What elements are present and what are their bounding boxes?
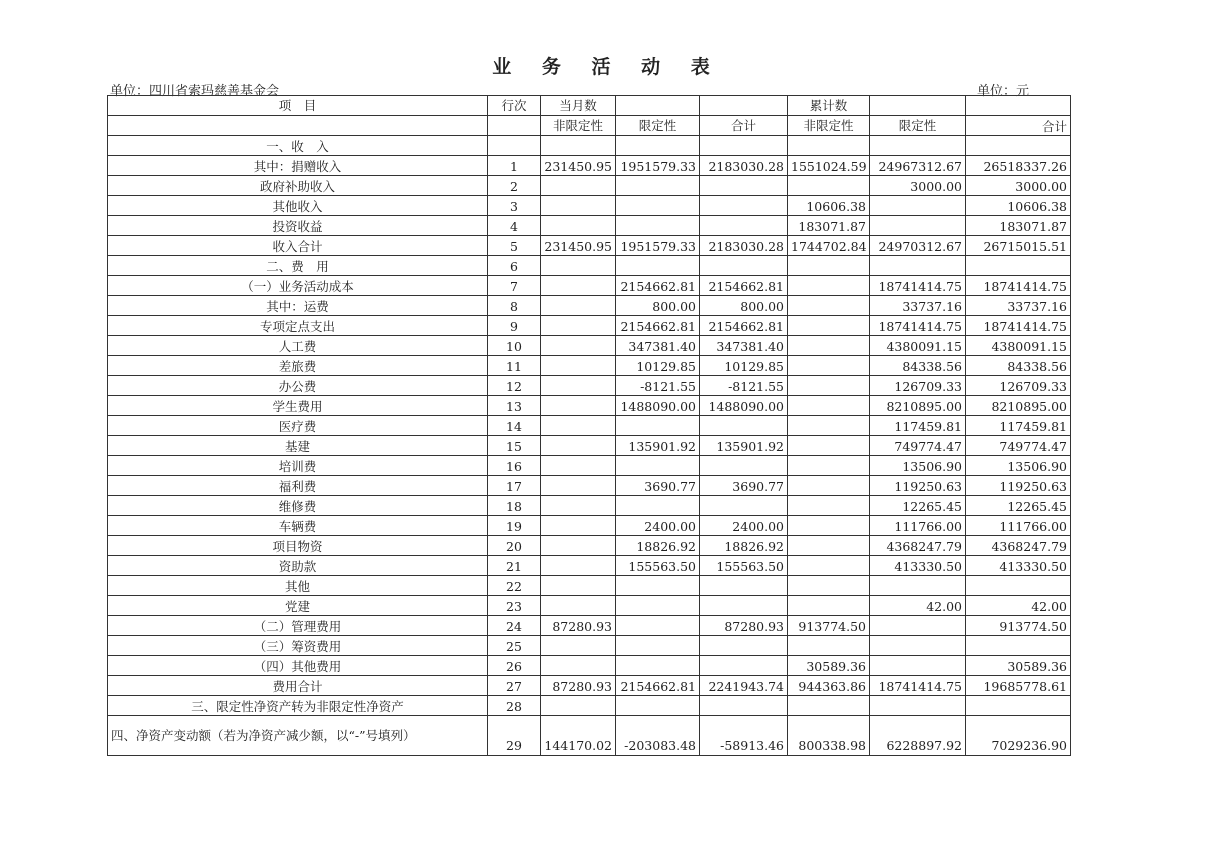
row-value-cell — [616, 416, 700, 436]
row-line-number: 11 — [488, 356, 541, 376]
row-value-cell — [966, 636, 1071, 656]
row-value-cell: 2183030.28 — [700, 236, 788, 256]
row-line-number: 1 — [488, 156, 541, 176]
row-value-cell — [788, 136, 870, 156]
row-value-cell: 944363.86 — [788, 676, 870, 696]
row-value-cell — [616, 456, 700, 476]
row-item-label: 项目物资 — [108, 536, 488, 556]
table-row — [108, 136, 1071, 156]
row-value-cell: 2154662.81 — [700, 316, 788, 336]
row-value-cell — [700, 256, 788, 276]
header-line: 行次 — [488, 96, 541, 116]
row-line-number: 27 — [488, 676, 541, 696]
table-row — [108, 436, 1071, 456]
row-value-cell: 33737.16 — [870, 296, 966, 316]
row-value-cell: 42.00 — [966, 596, 1071, 616]
row-item-label: 基建 — [108, 436, 488, 456]
header-row-2 — [108, 116, 1071, 136]
row-value-cell: 155563.50 — [700, 556, 788, 576]
row-value-cell — [616, 136, 700, 156]
row-item-label: （一）业务活动成本 — [108, 276, 488, 296]
row-value-cell: -58913.46 — [700, 716, 788, 756]
row-item-label: 党建 — [108, 596, 488, 616]
row-line-number: 10 — [488, 336, 541, 356]
row-item-label: 专项定点支出 — [108, 316, 488, 336]
row-line-number: 29 — [488, 716, 541, 756]
row-value-cell: 26715015.51 — [966, 236, 1071, 256]
row-value-cell: 12265.45 — [966, 496, 1071, 516]
row-item-label: 医疗费 — [108, 416, 488, 436]
row-value-cell: 1744702.84 — [788, 236, 870, 256]
row-line-number — [488, 136, 541, 156]
row-value-cell: 119250.63 — [966, 476, 1071, 496]
row-value-cell: 19685778.61 — [966, 676, 1071, 696]
row-value-cell — [541, 596, 616, 616]
table-row — [108, 536, 1071, 556]
currency-unit-label: 单位：元 — [977, 84, 1030, 99]
row-line-number: 5 — [488, 236, 541, 256]
row-value-cell: 1551024.59 — [788, 156, 870, 176]
row-value-cell — [700, 216, 788, 236]
row-item-label: 四、净资产变动额（若为净资产减少额，以“-”号填列） — [108, 716, 488, 756]
row-value-cell: 231450.95 — [541, 156, 616, 176]
row-value-cell — [541, 196, 616, 216]
report-title: 业 务 活 动 表 — [492, 56, 722, 78]
row-value-cell — [541, 316, 616, 336]
row-value-cell: 347381.40 — [700, 336, 788, 356]
table-row — [108, 356, 1071, 376]
row-value-cell — [870, 576, 966, 596]
table-row — [108, 456, 1071, 476]
table-row — [108, 616, 1071, 636]
row-line-number: 4 — [488, 216, 541, 236]
row-value-cell: 33737.16 — [966, 296, 1071, 316]
row-value-cell: 800.00 — [700, 296, 788, 316]
row-line-number: 17 — [488, 476, 541, 496]
row-value-cell: 18741414.75 — [966, 316, 1071, 336]
row-line-number: 23 — [488, 596, 541, 616]
row-value-cell: 231450.95 — [541, 236, 616, 256]
row-value-cell: 183071.87 — [788, 216, 870, 236]
row-value-cell — [700, 496, 788, 516]
row-line-number: 24 — [488, 616, 541, 636]
row-value-cell — [541, 336, 616, 356]
row-line-number: 19 — [488, 516, 541, 536]
row-line-number: 26 — [488, 656, 541, 676]
table-row — [108, 556, 1071, 576]
row-value-cell: 4368247.79 — [870, 536, 966, 556]
row-value-cell — [966, 576, 1071, 596]
business-activity-table — [107, 95, 1071, 756]
row-value-cell: 347381.40 — [616, 336, 700, 356]
row-value-cell — [788, 516, 870, 536]
row-value-cell — [541, 396, 616, 416]
row-value-cell: 84338.56 — [966, 356, 1071, 376]
row-value-cell — [541, 536, 616, 556]
row-value-cell: 144170.02 — [541, 716, 616, 756]
row-item-label: 车辆费 — [108, 516, 488, 536]
row-value-cell — [541, 636, 616, 656]
row-item-label: 投资收益 — [108, 216, 488, 236]
table-row — [108, 276, 1071, 296]
row-value-cell: 24967312.67 — [870, 156, 966, 176]
row-value-cell — [616, 616, 700, 636]
row-value-cell: -8121.55 — [616, 376, 700, 396]
table-row — [108, 396, 1071, 416]
row-value-cell: 1488090.00 — [616, 396, 700, 416]
row-value-cell: 87280.93 — [541, 616, 616, 636]
table-row — [108, 596, 1071, 616]
row-value-cell — [788, 456, 870, 476]
row-value-cell — [541, 176, 616, 196]
row-value-cell: 18741414.75 — [870, 276, 966, 296]
row-value-cell: 18741414.75 — [870, 316, 966, 336]
row-value-cell — [616, 196, 700, 216]
row-line-number: 15 — [488, 436, 541, 456]
row-value-cell — [788, 476, 870, 496]
row-value-cell: 18826.92 — [700, 536, 788, 556]
row-value-cell: 111766.00 — [966, 516, 1071, 536]
row-value-cell — [616, 696, 700, 716]
row-line-number: 22 — [488, 576, 541, 596]
header-cum-restricted: 限定性 — [870, 116, 966, 136]
row-value-cell — [541, 556, 616, 576]
row-value-cell: 10606.38 — [788, 196, 870, 216]
row-line-number: 14 — [488, 416, 541, 436]
row-value-cell: 30589.36 — [966, 656, 1071, 676]
row-value-cell — [541, 476, 616, 496]
row-value-cell — [788, 436, 870, 456]
row-value-cell: 135901.92 — [700, 436, 788, 456]
row-value-cell: 18741414.75 — [870, 676, 966, 696]
header-cumulative: 累计数 — [788, 96, 870, 116]
row-value-cell: 3000.00 — [870, 176, 966, 196]
table-row — [108, 576, 1071, 596]
row-value-cell — [788, 336, 870, 356]
row-value-cell — [616, 576, 700, 596]
row-value-cell — [541, 576, 616, 596]
row-item-label: 一、收 入 — [108, 136, 488, 156]
row-value-cell: 413330.50 — [966, 556, 1071, 576]
row-value-cell — [541, 696, 616, 716]
row-value-cell — [700, 456, 788, 476]
row-value-cell: 84338.56 — [870, 356, 966, 376]
row-value-cell: 3690.77 — [616, 476, 700, 496]
row-value-cell: 2154662.81 — [700, 276, 788, 296]
row-value-cell — [966, 696, 1071, 716]
row-value-cell: 413330.50 — [870, 556, 966, 576]
row-value-cell — [541, 376, 616, 396]
row-value-cell — [788, 576, 870, 596]
row-item-label: （三）筹资费用 — [108, 636, 488, 656]
row-value-cell — [616, 496, 700, 516]
row-value-cell — [541, 516, 616, 536]
table-row — [108, 716, 1071, 756]
row-value-cell: 10129.85 — [700, 356, 788, 376]
header-month-unrestricted: 非限定性 — [541, 116, 616, 136]
row-value-cell: 10606.38 — [966, 196, 1071, 216]
row-value-cell — [788, 416, 870, 436]
row-value-cell — [541, 296, 616, 316]
row-value-cell: 4380091.15 — [870, 336, 966, 356]
row-value-cell — [700, 136, 788, 156]
row-value-cell — [616, 596, 700, 616]
row-value-cell: 2400.00 — [700, 516, 788, 536]
table-row — [108, 156, 1071, 176]
row-value-cell — [870, 216, 966, 236]
row-value-cell: 2154662.81 — [616, 276, 700, 296]
row-value-cell — [788, 256, 870, 276]
row-value-cell: 119250.63 — [870, 476, 966, 496]
row-line-number: 21 — [488, 556, 541, 576]
table-row — [108, 696, 1071, 716]
table-row — [108, 636, 1071, 656]
row-value-cell: 913774.50 — [966, 616, 1071, 636]
row-value-cell — [616, 256, 700, 276]
row-value-cell: 183071.87 — [966, 216, 1071, 236]
row-item-label: 费用合计 — [108, 676, 488, 696]
header-current-month: 当月数 — [541, 96, 616, 116]
row-item-label: 三、限定性净资产转为非限定性净资产 — [108, 696, 488, 716]
table-row — [108, 296, 1071, 316]
row-item-label: （四）其他费用 — [108, 656, 488, 676]
row-item-label: （二）管理费用 — [108, 616, 488, 636]
row-line-number: 13 — [488, 396, 541, 416]
row-value-cell — [788, 696, 870, 716]
row-value-cell: 1951579.33 — [616, 236, 700, 256]
row-value-cell — [788, 296, 870, 316]
organization-label: 单位：四川省索玛慈善基金会 — [110, 84, 280, 99]
row-line-number: 2 — [488, 176, 541, 196]
row-value-cell: 87280.93 — [700, 616, 788, 636]
row-value-cell — [700, 196, 788, 216]
row-item-label: 差旅费 — [108, 356, 488, 376]
row-line-number: 8 — [488, 296, 541, 316]
row-value-cell: 13506.90 — [870, 456, 966, 476]
row-value-cell: 18741414.75 — [966, 276, 1071, 296]
row-value-cell: 913774.50 — [788, 616, 870, 636]
row-value-cell — [870, 196, 966, 216]
row-item-label: 政府补助收入 — [108, 176, 488, 196]
row-value-cell — [541, 496, 616, 516]
table-row — [108, 656, 1071, 676]
row-item-label: 学生费用 — [108, 396, 488, 416]
row-value-cell: 117459.81 — [870, 416, 966, 436]
row-value-cell: 3000.00 — [966, 176, 1071, 196]
table-row — [108, 236, 1071, 256]
row-value-cell: 10129.85 — [616, 356, 700, 376]
row-value-cell — [700, 656, 788, 676]
row-line-number: 18 — [488, 496, 541, 516]
row-value-cell — [788, 376, 870, 396]
row-value-cell: 42.00 — [870, 596, 966, 616]
row-item-label: 其他 — [108, 576, 488, 596]
row-value-cell: 749774.47 — [966, 436, 1071, 456]
table-row — [108, 676, 1071, 696]
row-value-cell — [870, 636, 966, 656]
row-line-number: 3 — [488, 196, 541, 216]
row-item-label: 福利费 — [108, 476, 488, 496]
row-value-cell — [966, 136, 1071, 156]
table-row — [108, 176, 1071, 196]
row-value-cell: 13506.90 — [966, 456, 1071, 476]
row-value-cell — [788, 276, 870, 296]
row-item-label: 人工费 — [108, 336, 488, 356]
row-value-cell — [788, 636, 870, 656]
header-month-restricted: 限定性 — [616, 116, 700, 136]
table-row — [108, 256, 1071, 276]
row-item-label: 资助款 — [108, 556, 488, 576]
header-cum-unrestricted: 非限定性 — [788, 116, 870, 136]
row-value-cell — [788, 536, 870, 556]
row-line-number: 20 — [488, 536, 541, 556]
row-value-cell — [541, 216, 616, 236]
row-value-cell — [541, 356, 616, 376]
row-value-cell — [541, 276, 616, 296]
row-value-cell: 26518337.26 — [966, 156, 1071, 176]
row-line-number: 25 — [488, 636, 541, 656]
row-line-number: 28 — [488, 696, 541, 716]
row-value-cell: 111766.00 — [870, 516, 966, 536]
row-value-cell: -8121.55 — [700, 376, 788, 396]
row-value-cell — [541, 436, 616, 456]
row-value-cell: 2400.00 — [616, 516, 700, 536]
row-value-cell: 4380091.15 — [966, 336, 1071, 356]
row-value-cell — [541, 456, 616, 476]
row-value-cell — [966, 256, 1071, 276]
table-row — [108, 196, 1071, 216]
row-value-cell: 117459.81 — [966, 416, 1071, 436]
row-value-cell: 155563.50 — [616, 556, 700, 576]
row-line-number: 16 — [488, 456, 541, 476]
row-value-cell — [700, 416, 788, 436]
row-value-cell — [616, 176, 700, 196]
table-row — [108, 376, 1071, 396]
row-value-cell: 6228897.92 — [870, 716, 966, 756]
row-value-cell: 12265.45 — [870, 496, 966, 516]
row-line-number: 6 — [488, 256, 541, 276]
table-row — [108, 496, 1071, 516]
row-item-label: 维修费 — [108, 496, 488, 516]
row-value-cell — [788, 176, 870, 196]
row-value-cell: 2154662.81 — [616, 676, 700, 696]
row-value-cell — [788, 356, 870, 376]
table-row — [108, 216, 1071, 236]
row-value-cell — [870, 656, 966, 676]
row-value-cell — [700, 636, 788, 656]
row-value-cell: 8210895.00 — [966, 396, 1071, 416]
table-row — [108, 416, 1071, 436]
row-value-cell: 7029236.90 — [966, 716, 1071, 756]
row-item-label: 其他收入 — [108, 196, 488, 216]
row-value-cell — [700, 176, 788, 196]
row-value-cell — [788, 316, 870, 336]
table-row — [108, 316, 1071, 336]
row-value-cell: 800338.98 — [788, 716, 870, 756]
table-row — [108, 516, 1071, 536]
header-row-1 — [108, 96, 1071, 116]
row-line-number: 7 — [488, 276, 541, 296]
row-item-label: 其中：捐赠收入 — [108, 156, 488, 176]
row-value-cell — [541, 256, 616, 276]
row-value-cell — [541, 136, 616, 156]
row-value-cell: 18826.92 — [616, 536, 700, 556]
row-value-cell: 2241943.74 — [700, 676, 788, 696]
row-line-number: 12 — [488, 376, 541, 396]
row-value-cell: 2183030.28 — [700, 156, 788, 176]
row-value-cell — [616, 216, 700, 236]
row-value-cell — [870, 616, 966, 636]
row-value-cell: 749774.47 — [870, 436, 966, 456]
row-value-cell — [870, 256, 966, 276]
row-value-cell: 8210895.00 — [870, 396, 966, 416]
row-value-cell — [616, 656, 700, 676]
row-value-cell — [788, 556, 870, 576]
row-value-cell: 800.00 — [616, 296, 700, 316]
row-value-cell: 24970312.67 — [870, 236, 966, 256]
row-item-label: 二、费 用 — [108, 256, 488, 276]
row-value-cell: 4368247.79 — [966, 536, 1071, 556]
row-value-cell — [541, 656, 616, 676]
row-value-cell: 126709.33 — [870, 376, 966, 396]
row-value-cell — [616, 636, 700, 656]
row-value-cell — [700, 576, 788, 596]
row-value-cell: 87280.93 — [541, 676, 616, 696]
row-value-cell — [541, 416, 616, 436]
row-value-cell: 126709.33 — [966, 376, 1071, 396]
row-item-label: 收入合计 — [108, 236, 488, 256]
header-cum-total: 合计 — [966, 116, 1071, 136]
row-item-label: 其中：运费 — [108, 296, 488, 316]
row-value-cell — [700, 596, 788, 616]
row-value-cell: 135901.92 — [616, 436, 700, 456]
row-value-cell: 30589.36 — [788, 656, 870, 676]
row-value-cell: 1488090.00 — [700, 396, 788, 416]
row-value-cell — [788, 596, 870, 616]
row-item-label: 办公费 — [108, 376, 488, 396]
row-item-label: 培训费 — [108, 456, 488, 476]
table-row — [108, 336, 1071, 356]
row-value-cell — [870, 696, 966, 716]
table-row — [108, 476, 1071, 496]
row-value-cell — [788, 396, 870, 416]
row-value-cell: 1951579.33 — [616, 156, 700, 176]
header-item: 项 目 — [108, 96, 488, 116]
header-month-total: 合计 — [700, 116, 788, 136]
row-value-cell — [870, 136, 966, 156]
row-value-cell: 3690.77 — [700, 476, 788, 496]
row-line-number: 9 — [488, 316, 541, 336]
row-value-cell — [788, 496, 870, 516]
row-value-cell: -203083.48 — [616, 716, 700, 756]
row-value-cell: 2154662.81 — [616, 316, 700, 336]
row-value-cell — [700, 696, 788, 716]
